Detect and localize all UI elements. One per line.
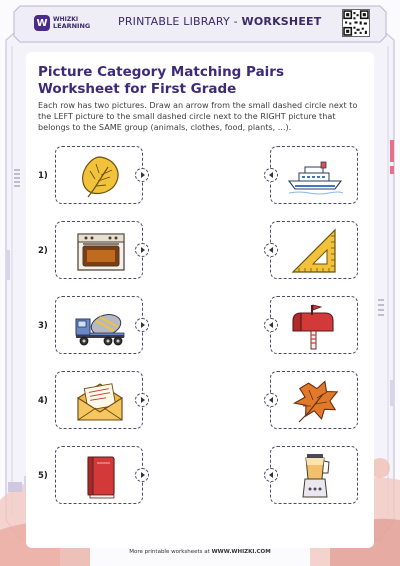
envelope-letter-icon <box>70 376 130 426</box>
footer-site-link[interactable]: WWW.WHIZKI.COM <box>211 549 271 555</box>
cement-mixer-truck-icon <box>70 301 130 351</box>
cruise-ship-icon <box>285 151 345 201</box>
row-3-right-connector[interactable] <box>264 318 278 332</box>
header-title <box>118 15 321 28</box>
row-4-right-connector[interactable] <box>264 393 278 407</box>
header-title-bold: WORKSHEET <box>241 15 322 28</box>
blender-icon <box>285 451 345 501</box>
arrow-right-icon <box>141 472 145 478</box>
footer-prefix: More printable worksheets at <box>129 549 212 555</box>
set-square-ruler-icon <box>285 226 345 276</box>
row-5-left-connector[interactable] <box>135 468 149 482</box>
header-title-main: PRINTABLE LIBRARY - <box>118 15 242 28</box>
row-2-label: 2) <box>38 246 48 256</box>
row-1-left-connector[interactable] <box>135 168 149 182</box>
row-4-label: 4) <box>38 396 48 406</box>
arrow-left-icon <box>269 472 273 478</box>
arrow-left-icon <box>269 322 273 328</box>
leaf-icon <box>70 151 130 201</box>
arrow-left-icon <box>269 172 273 178</box>
row-1-label: 1) <box>38 171 48 181</box>
worksheet-instructions: Each row has two pictures. Draw an arrow from the small dashed circle next to the LEFT picture to the small dashed circle next to the RIGHT picture that belongs to the SAME group (animals, clothes, food, plants, ...). <box>38 100 358 132</box>
whizki-logo <box>34 15 90 31</box>
row-4-left-picture <box>55 371 143 429</box>
mailbox-icon <box>285 301 345 351</box>
logo-mark: W <box>34 15 50 31</box>
row-3-left-picture <box>55 296 143 354</box>
oven-icon <box>70 226 130 276</box>
row-2-right-picture <box>270 221 358 279</box>
row-4-right-picture <box>270 371 358 429</box>
row-5-right-picture <box>270 446 358 504</box>
row-2-left-connector[interactable] <box>135 243 149 257</box>
row-2-left-picture <box>55 221 143 279</box>
row-5-left-picture <box>55 446 143 504</box>
row-3-right-picture <box>270 296 358 354</box>
row-1-right-picture <box>270 146 358 204</box>
worksheet-title: Picture Category Matching Pairs Worksheet for First Grade <box>38 64 284 97</box>
arrow-left-icon <box>269 397 273 403</box>
row-1-right-connector[interactable] <box>264 168 278 182</box>
logo-line-2: LEARNING <box>53 22 91 30</box>
arrow-right-icon <box>141 322 145 328</box>
arrow-left-icon <box>269 247 273 253</box>
row-3-left-connector[interactable] <box>135 318 149 332</box>
row-2-right-connector[interactable] <box>264 243 278 257</box>
row-1-left-picture <box>55 146 143 204</box>
page-footer <box>0 549 400 555</box>
row-4-left-connector[interactable] <box>135 393 149 407</box>
row-5-right-connector[interactable] <box>264 468 278 482</box>
page-header <box>18 8 382 38</box>
autumn-leaf-icon <box>285 376 345 426</box>
qr-code-icon <box>342 9 370 37</box>
logo-line-1: WHIZKI <box>53 16 79 23</box>
arrow-right-icon <box>141 247 145 253</box>
arrow-right-icon <box>141 172 145 178</box>
red-book-icon <box>70 451 130 501</box>
row-5-label: 5) <box>38 471 48 481</box>
row-3-label: 3) <box>38 321 48 331</box>
arrow-right-icon <box>141 397 145 403</box>
logo-text <box>53 16 90 30</box>
